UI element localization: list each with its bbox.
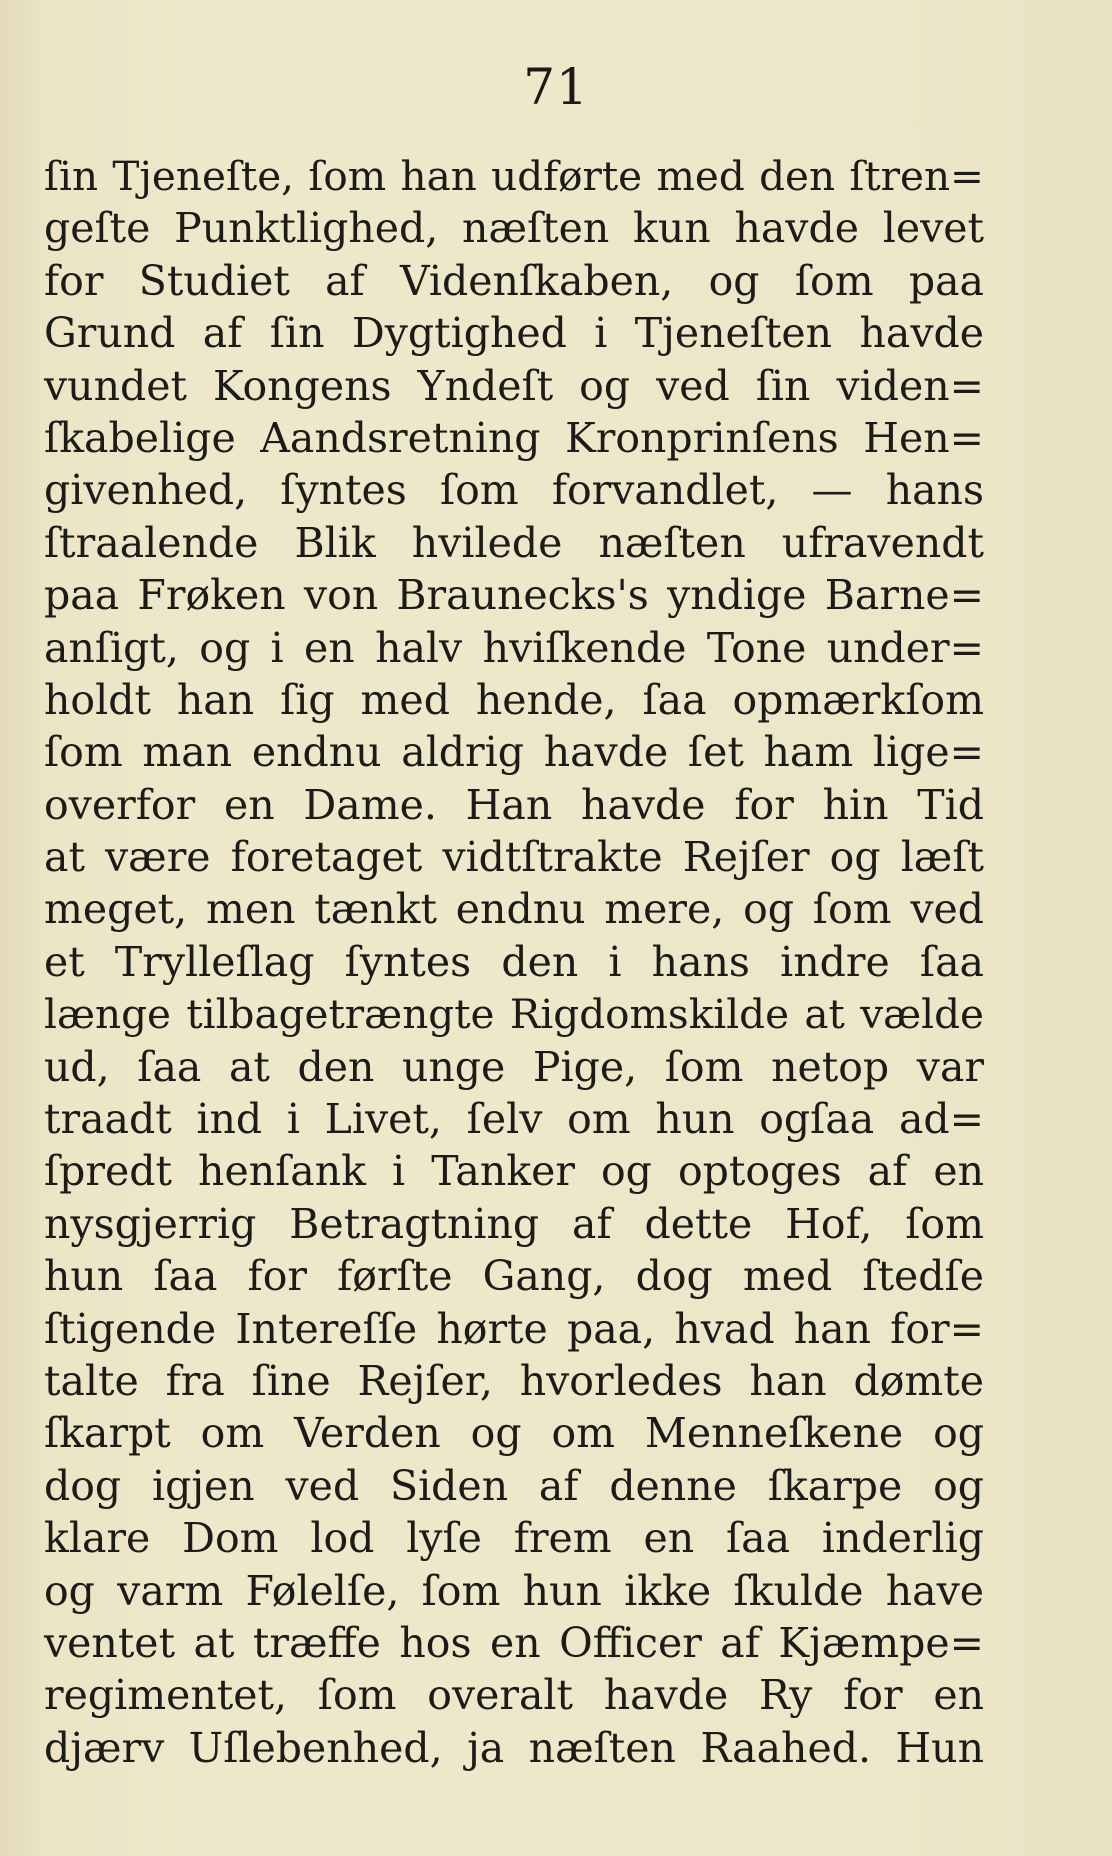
text-line: talte fra ſine Rejſer, hvorledes han dømte [44, 1356, 984, 1405]
page-number: 71 [523, 58, 589, 116]
text-line: ud, ſaa at den unge Pige, ſom netop var [44, 1042, 984, 1091]
text-line: meget, men tænkt endnu mere, og ſom ved [44, 885, 984, 934]
text-line: holdt han ſig med hende, ſaa opmærkſom [44, 675, 984, 724]
text-line: dog igjen ved Siden af denne ſkarpe og [44, 1461, 984, 1510]
text-line: længe tilbagetrængte Rigdomskilde at vælde [44, 990, 984, 1039]
text-line: ventet at træffe hos en Officer af Kjæmpe= [44, 1618, 984, 1667]
text-line: nysgjerrig Betragtning af dette Hof, ſom [44, 1199, 984, 1248]
text-line: ſpredt henſank i Tanker og optoges af en [44, 1147, 984, 1196]
text-line: traadt ind i Livet, ſelv om hun ogſaa ad= [44, 1095, 984, 1144]
text-line: ſin Tjeneſte, ſom han udførte med den ſtren= [44, 152, 984, 200]
body-text [44, 150, 984, 1774]
text-line: et Trylleſlag ſyntes den i hans indre ſaa [44, 937, 984, 986]
text-line: overfor en Dame. Han havde for hin Tid [44, 780, 984, 829]
text-line: vundet Kongens Yndeſt og ved ſin viden= [44, 361, 984, 410]
text-line: geſte Punktlighed, næſten kun havde levet [44, 204, 984, 253]
text-line: og varm Følelſe, ſom hun ikke ſkulde have [44, 1566, 984, 1615]
text-line: djærv Uſlebenhed, ja næſten Raahed. Hun [44, 1723, 984, 1772]
text-line: hun ſaa for førſte Gang, dog med ſtedſe [44, 1252, 984, 1301]
text-line: ſkabelige Aandsretning Kronprinſens Hen= [44, 413, 984, 462]
text-line: anſigt, og i en halv hviſkende Tone under= [44, 623, 984, 672]
text-line: Grund af ſin Dygtighed i Tjeneſten havde [44, 309, 984, 358]
text-line: ſtraalende Blik hvilede næſten ufravendt [44, 518, 984, 567]
text-line: ſkarpt om Verden og om Menneſkene og [44, 1409, 984, 1458]
text-line: regimentet, ſom overalt havde Ry for en [44, 1671, 984, 1720]
text-line: paa Frøken von Braunecks's yndige Barne= [44, 571, 984, 620]
text-line: ſom man endnu aldrig havde ſet ham lige= [44, 728, 984, 777]
text-line: for Studiet af Videnſkaben, og ſom paa [44, 256, 984, 305]
text-line: givenhed, ſyntes ſom forvandlet, — hans [44, 466, 984, 515]
text-line: klare Dom lod lyſe frem en ſaa inderlig [44, 1514, 984, 1563]
text-line: ſtigende Intereſſe hørte paa, hvad han for= [44, 1304, 984, 1353]
text-line: at være foretaget vidtſtrakte Rejſer og læſt [44, 833, 984, 882]
